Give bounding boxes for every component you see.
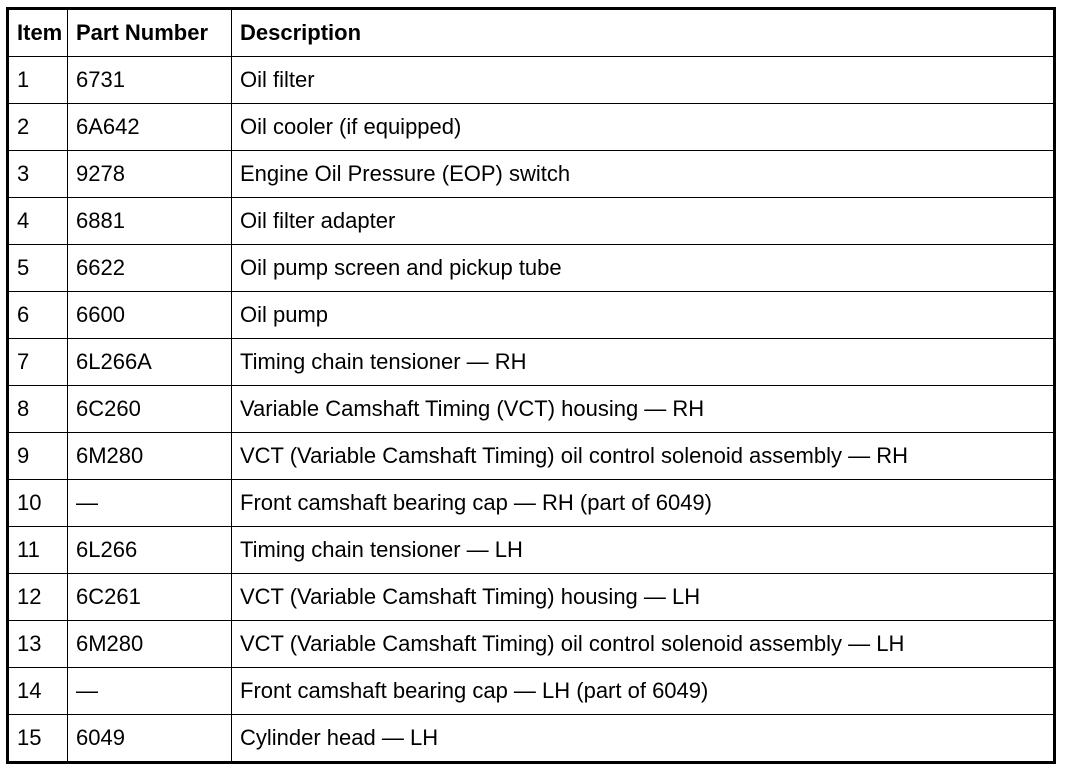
table-row [8,527,1055,574]
cell-part-number: — [68,668,232,715]
cell-part-number: 6731 [68,57,232,104]
cell-item: 7 [8,339,68,386]
table-row [8,574,1055,621]
table-row [8,386,1055,433]
cell-part-number: — [68,480,232,527]
table-row [8,104,1055,151]
cell-item: 13 [8,621,68,668]
cell-part-number: 6L266A [68,339,232,386]
cell-item: 2 [8,104,68,151]
cell-item: 8 [8,386,68,433]
cell-item: 1 [8,57,68,104]
cell-description: VCT (Variable Camshaft Timing) oil control solenoid assembly — LH [232,621,1055,668]
cell-item: 11 [8,527,68,574]
table-header-row [8,9,1055,57]
table-row [8,198,1055,245]
table-row [8,715,1055,763]
cell-description: Front camshaft bearing cap — LH (part of 6049) [232,668,1055,715]
cell-part-number: 6C260 [68,386,232,433]
table-row [8,151,1055,198]
header-item: Item [8,9,68,57]
cell-part-number: 6881 [68,198,232,245]
cell-item: 14 [8,668,68,715]
table-row [8,621,1055,668]
cell-part-number: 6A642 [68,104,232,151]
cell-item: 3 [8,151,68,198]
cell-part-number: 6M280 [68,621,232,668]
cell-item: 5 [8,245,68,292]
table-row [8,292,1055,339]
table-row [8,245,1055,292]
cell-description: VCT (Variable Camshaft Timing) oil control solenoid assembly — RH [232,433,1055,480]
cell-part-number: 6622 [68,245,232,292]
cell-part-number: 6L266 [68,527,232,574]
cell-item: 12 [8,574,68,621]
cell-item: 4 [8,198,68,245]
table-row [8,433,1055,480]
cell-description: Oil pump [232,292,1055,339]
table-row [8,57,1055,104]
cell-item: 10 [8,480,68,527]
header-part-number: Part Number [68,9,232,57]
header-description: Description [232,9,1055,57]
cell-item: 15 [8,715,68,763]
cell-part-number: 6049 [68,715,232,763]
table-body [8,57,1055,763]
table-row [8,480,1055,527]
cell-description: Engine Oil Pressure (EOP) switch [232,151,1055,198]
table-row [8,668,1055,715]
cell-description: Oil filter adapter [232,198,1055,245]
cell-description: VCT (Variable Camshaft Timing) housing — LH [232,574,1055,621]
cell-part-number: 9278 [68,151,232,198]
parts-table [6,7,1056,764]
cell-part-number: 6600 [68,292,232,339]
cell-description: Timing chain tensioner — RH [232,339,1055,386]
cell-description: Variable Camshaft Timing (VCT) housing — RH [232,386,1055,433]
cell-part-number: 6M280 [68,433,232,480]
cell-description: Timing chain tensioner — LH [232,527,1055,574]
cell-item: 9 [8,433,68,480]
cell-item: 6 [8,292,68,339]
cell-description: Oil cooler (if equipped) [232,104,1055,151]
table-row [8,339,1055,386]
cell-description: Cylinder head — LH [232,715,1055,763]
cell-description: Front camshaft bearing cap — RH (part of 6049) [232,480,1055,527]
cell-description: Oil filter [232,57,1055,104]
cell-part-number: 6C261 [68,574,232,621]
cell-description: Oil pump screen and pickup tube [232,245,1055,292]
